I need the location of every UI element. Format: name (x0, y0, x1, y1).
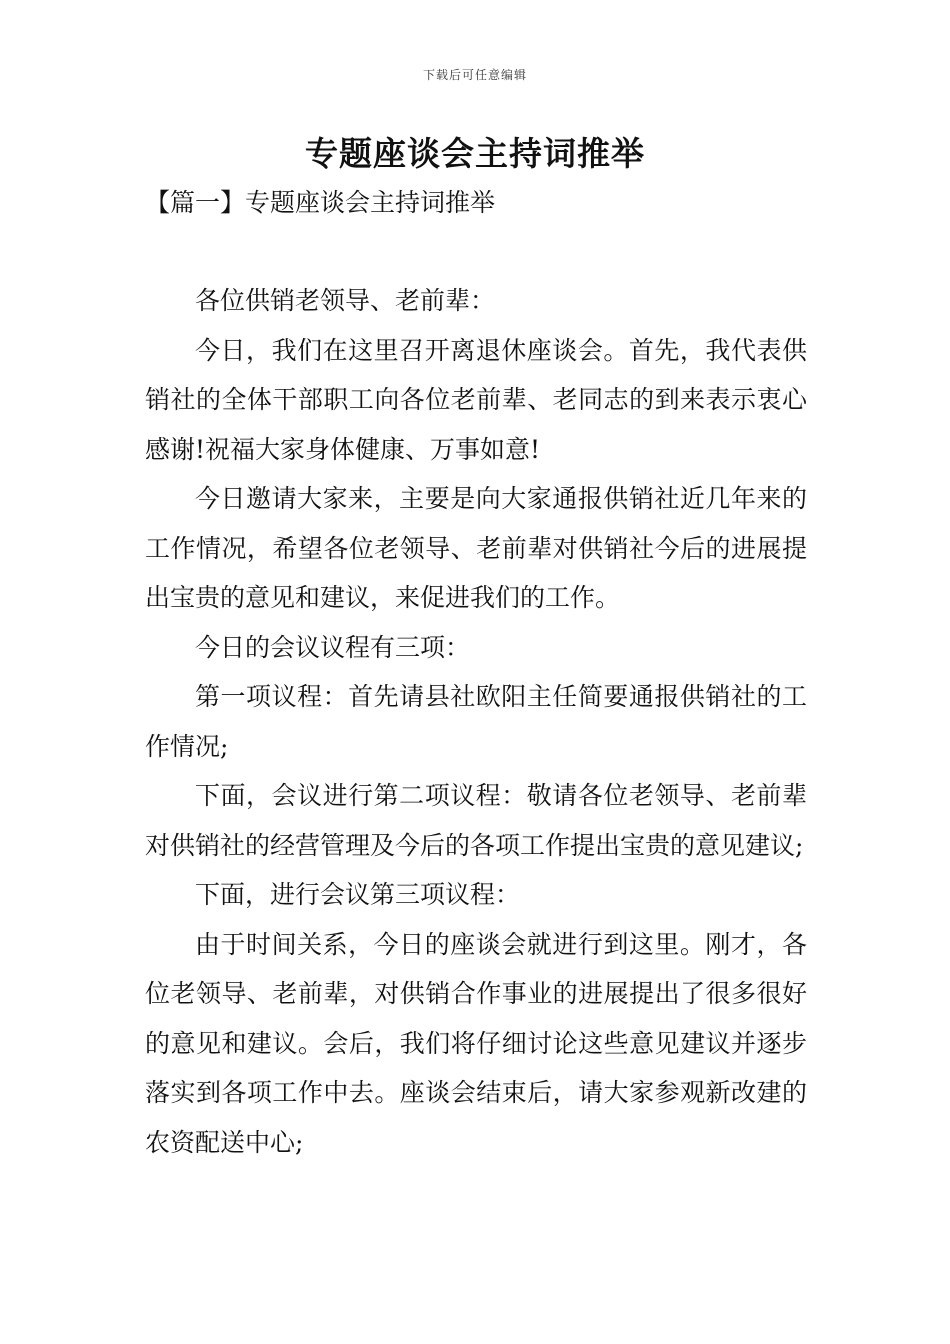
paragraph-agenda-item-3: 下面，进行会议第三项议程： (195, 880, 521, 909)
paragraph-agenda-item-1: 第一项议程：首先请县社欧阳主任简要通报供销社的工作情况; (145, 682, 807, 761)
paragraph-welcome: 今日，我们在这里召开离退休座谈会。首先，我代表供销社的全体干部职工向各位老前辈、老同志的到来表示衷心感谢!祝福大家身体健康、万事如意! (145, 335, 807, 464)
document-title: 专题座谈会主持词推举 (305, 134, 645, 173)
paragraph-agenda-intro: 今日的会议议程有三项： (195, 632, 471, 662)
paragraph-agenda-item-2: 下面，会议进行第二项议程：敬请各位老领导、老前辈对供销社的经营管理及今后的各项工作提出宝贵的意见建议; (145, 781, 807, 860)
section-heading: 【篇一】专题座谈会主持词推举 (145, 188, 496, 217)
page-header-note: 下载后可任意编辑 (422, 68, 527, 82)
document-body (145, 276, 807, 1167)
paragraph-closing: 由于时间关系，今日的座谈会就进行到这里。刚才，各位老领导、老前辈，对供销合作事业的进展提出了很多很好的意见和建议。会后，我们将仔细讨论这些意见建议并逐步落实到各项工作中去。座谈会结束后，请大家参观新改建的农资配送中心; (145, 929, 807, 1157)
paragraph-purpose: 今日邀请大家来，主要是向大家通报供销社近几年来的工作情况，希望各位老领导、老前辈对供销社今后的进展提出宝贵的意见和建议，来促进我们的工作。 (145, 484, 807, 612)
paragraph-salutation: 各位供销老领导、老前辈： (195, 286, 496, 315)
